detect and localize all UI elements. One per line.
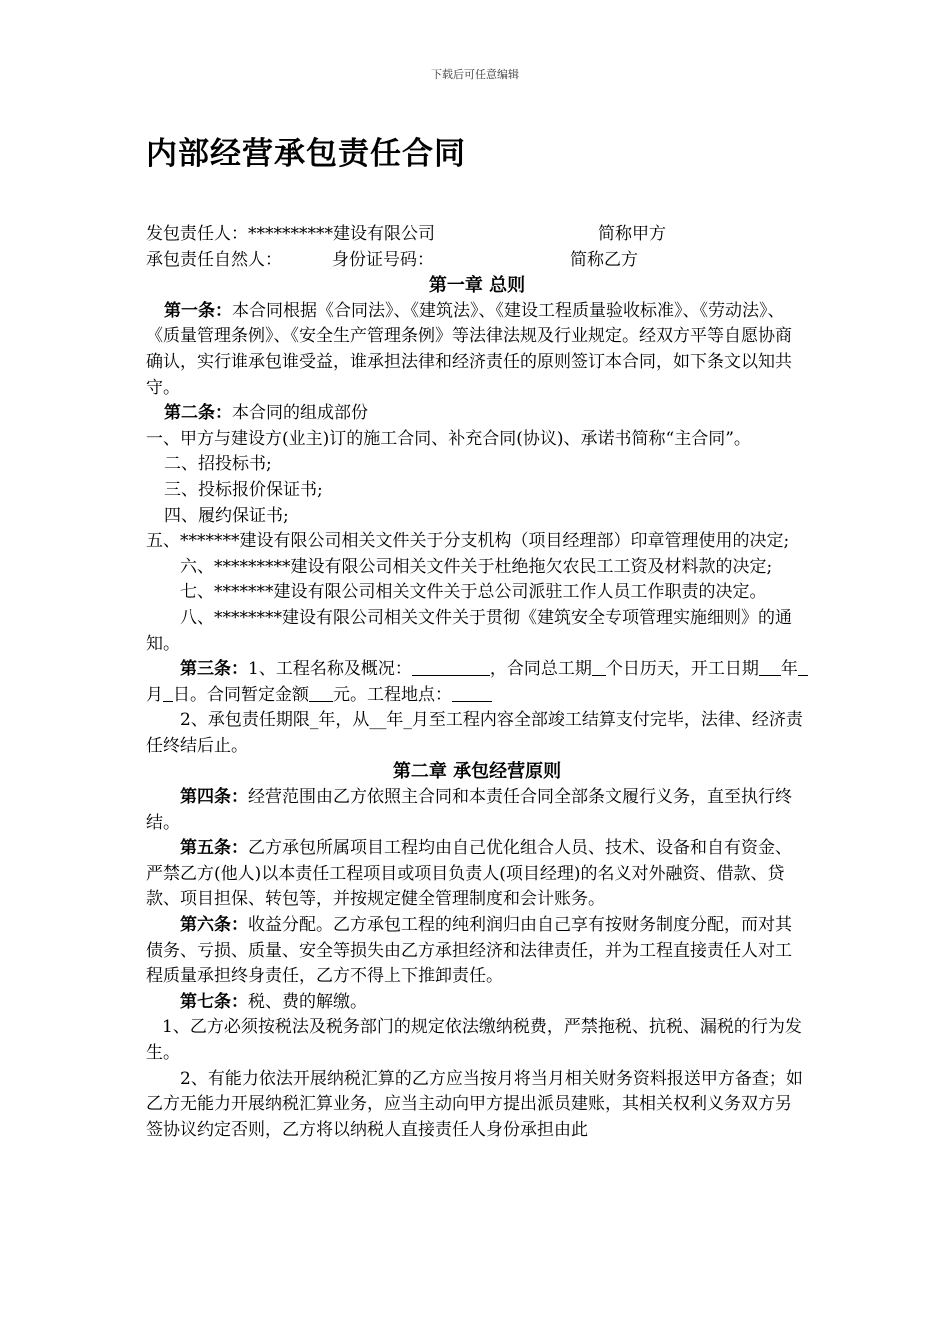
article-3-text: 月	[146, 684, 163, 705]
article-7-item: 2、有能力依法开展纳税汇算的乙方应当按月将当月相关财务资料报送甲方备查；如乙方无能力开展纳税汇算业务，应当主动向甲方提出派员建账，其相关权利义务双方另签协议约定否则，乙方将以纳税人直接责任人身份承担由此	[146, 1068, 803, 1140]
article-2	[146, 401, 808, 427]
article-2-item: 六、*********建设有限公司相关文件关于杜绝拖欠农民工工资及材料款的决定;	[180, 556, 773, 577]
article-6-text: 收益分配。乙方承包工程的纯利润归由自己享有按财务制度分配，而对其债务、亏损、质量、安全等损失由乙方承担经济和法律责任，并为工程直接责任人对工程质量承担终身责任，乙方不得上下推卸责任。	[146, 915, 792, 987]
chapter-1-heading: 第一章 总则	[428, 275, 526, 297]
article-3-text: 元。工程地点：	[333, 684, 452, 705]
article-2-item: 二、招投标书;	[164, 454, 272, 475]
article-2-item: 四、履约保证书;	[164, 505, 289, 526]
article-2-item: 七、*******建设有限公司相关文件关于总公司派驻工作人员工作职责的决定。	[180, 582, 767, 603]
article-7-head: 第七条：	[180, 991, 248, 1012]
article-5-head: 第五条：	[180, 838, 248, 859]
article-1	[146, 299, 808, 401]
article-3-text: 1、工程名称及概况：	[248, 659, 412, 680]
article-3-head: 第三条：	[180, 659, 248, 680]
document-title: 内部经营承包责任合同	[146, 136, 466, 172]
blank-amount	[309, 685, 333, 702]
chapter-2-heading: 第二章 承包经营原则	[392, 761, 562, 783]
article-2-item: 五、*******建设有限公司相关文件关于分支机构（项目经理部）印章管理使用的决定;	[146, 531, 790, 552]
article-2-text: 本合同的组成部份	[232, 403, 368, 424]
article-6-head: 第六条：	[180, 915, 248, 936]
article-7	[146, 990, 808, 1016]
party-b-id-label: 身份证号码：	[332, 249, 434, 270]
article-7-item: 1、乙方必须按税法及税务部门的规定依法缴纳税费，严禁拖税、抗税、漏税的行为发生。	[146, 1017, 802, 1063]
article-6	[146, 913, 808, 990]
article-4	[146, 785, 808, 836]
article-3-text: ，合同总工期	[489, 659, 592, 680]
article-2-item: 一、甲方与建设方(业主)订的施工合同、补充合同(协议)、承诺书简称“主合同”。	[146, 428, 751, 449]
article-2-head: 第二条：	[164, 403, 232, 424]
blank-start-day	[163, 685, 173, 702]
party-b-label: 承包责任自然人：	[146, 249, 282, 270]
article-7-text: 税、费的解缴。	[248, 991, 367, 1012]
article-2-item: 三、投标报价保证书;	[164, 479, 323, 500]
article-1-text: 本合同根据《合同法》、《建筑法》、《建设工程质量验收标准》、《劳动法》、《质量管理条例》、《安全生产管理条例》等法律法规及行业规定。经双方平等自愿协商确认，实行谁承包谁受益，谁承担法律和经济责任的原则签订本合同，如下条文以知共守。	[146, 300, 792, 398]
article-3-line-2: 2、承包责任期限_年，从__年_月至工程内容全部竣工结算支付完毕，法律、经济责任终结后止。	[146, 710, 803, 756]
header-note: 下载后可任意编辑	[431, 68, 519, 81]
article-5-text: 乙方承包所属项目工程均由自己优化组合人员、技术、设备和自有资金、严禁乙方(他人)以本责任工程项目或项目负责人(项目经理)的名义对外融资、借款、贷款、项目担保、转包等，并按规定健全管理制度和会计账务。	[146, 838, 792, 910]
article-3-text: 年	[780, 659, 798, 680]
article-5	[146, 836, 808, 913]
article-1-head: 第一条：	[164, 300, 232, 321]
blank-location	[452, 685, 492, 702]
article-2-item: 八、********建设有限公司相关文件关于贯彻《建筑安全专项管理实施细则》的通知。	[146, 607, 792, 654]
blank-start-month	[798, 659, 808, 676]
party-a-short: 简称甲方	[598, 224, 666, 244]
party-a-label: 发包责任人：**********建设有限公司	[146, 224, 435, 244]
article-3-text: 个日历天，开工日期	[605, 659, 759, 680]
article-4-text: 经营范围由乙方依照主合同和本责任合同全部条文履行义务，直至执行终结。	[146, 787, 792, 833]
document-body	[146, 222, 808, 1143]
blank-start-year	[759, 659, 781, 676]
party-b-short: 简称乙方	[570, 249, 638, 270]
party-a-line	[146, 222, 808, 248]
article-3-text: 日。合同暂定金额	[173, 684, 309, 705]
article-4-head: 第四条：	[180, 787, 248, 808]
blank-duration	[592, 659, 606, 676]
party-b-line	[146, 248, 808, 274]
article-3	[146, 657, 808, 708]
blank-project-name	[412, 659, 490, 676]
